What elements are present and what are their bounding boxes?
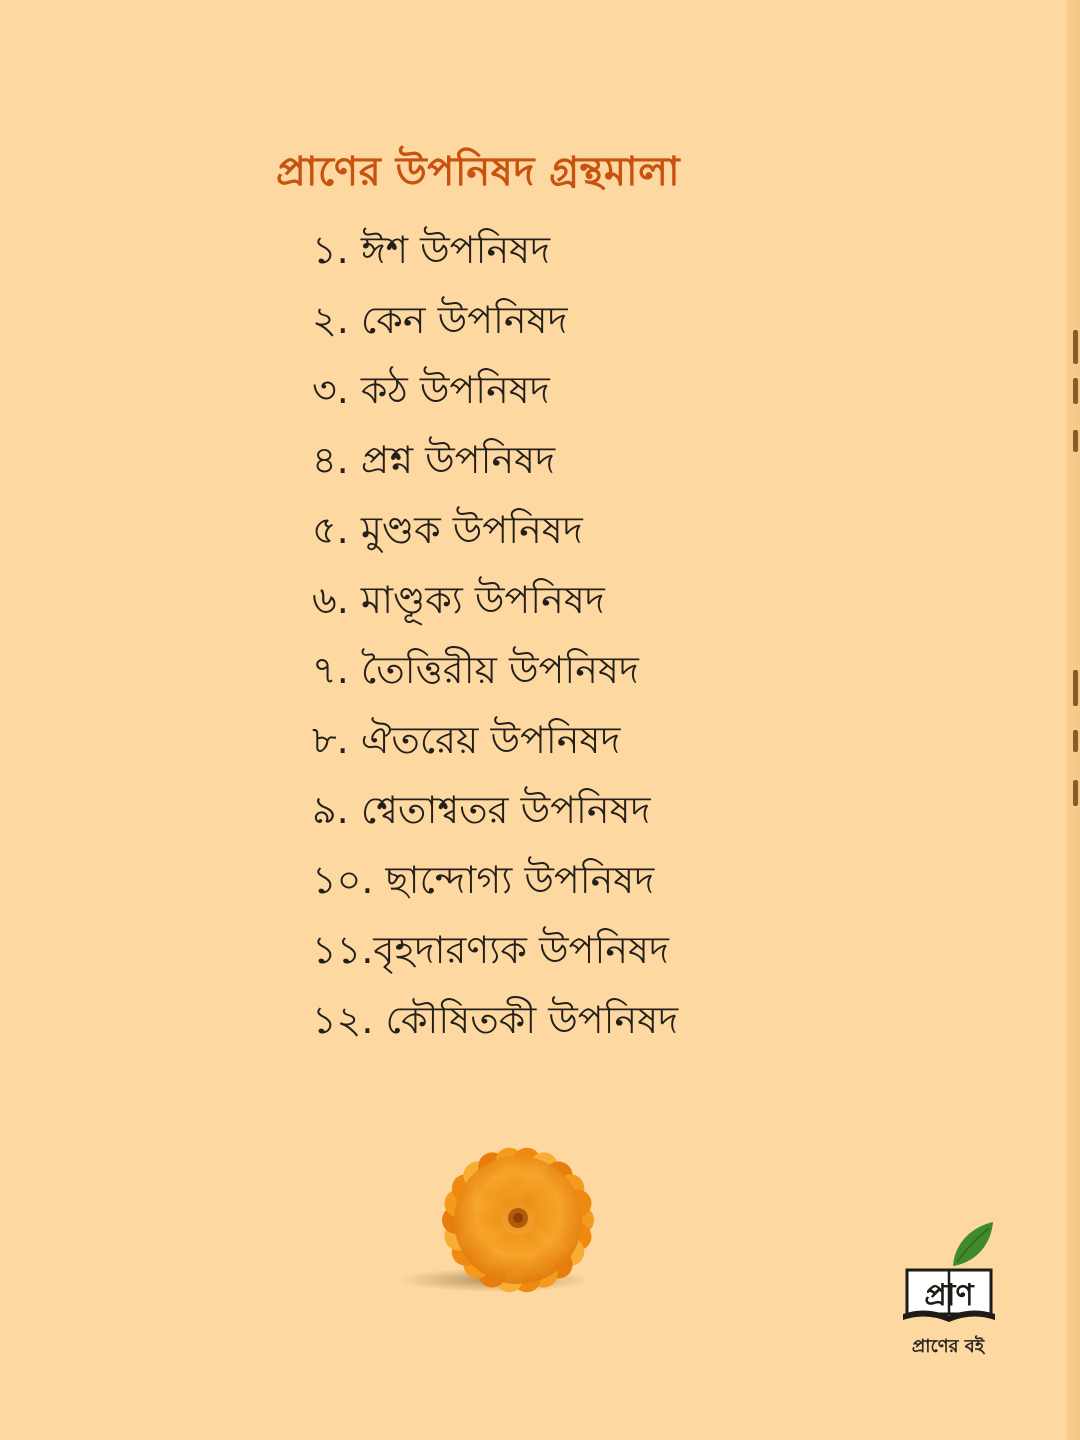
spine-edge [1066, 0, 1080, 1440]
book-item: ৬. মাণ্ডূক্য উপনিষদ [312, 578, 605, 622]
marigold-flower-icon [400, 1140, 620, 1310]
book-item: ৮. ঐতরেয় উপনিষদ [312, 718, 621, 762]
logo-mark-text: প্রাণ [924, 1278, 974, 1313]
book-item: ৪. প্রশ্ন উপনিষদ [312, 438, 556, 482]
book-leaf-logo-icon [895, 1218, 1005, 1328]
book-item: ৯. শ্বেতাশ্বতর উপনিষদ [312, 788, 651, 832]
book-item: ১২. কৌষিতকী উপনিষদ [312, 998, 679, 1042]
series-title: প্রাণের উপনিষদ গ্রন্থমালা [276, 149, 681, 195]
book-item: ১০. ছান্দোগ্য উপনিষদ [312, 858, 655, 902]
book-item: ৭. তৈত্তিরীয় উপনিষদ [312, 648, 639, 692]
book-item: ২. কেন উপনিষদ [312, 298, 568, 342]
book-item: ৫. মুণ্ডক উপনিষদ [312, 508, 583, 552]
book-item: ১. ঈশ উপনিষদ [312, 228, 551, 272]
publisher-name: প্রাণের বই [911, 1336, 985, 1357]
book-list [312, 222, 678, 1062]
book-item: ১১.বৃহদারণ্যক উপনিষদ [312, 928, 669, 972]
book-item: ৩. কঠ উপনিষদ [312, 368, 550, 412]
